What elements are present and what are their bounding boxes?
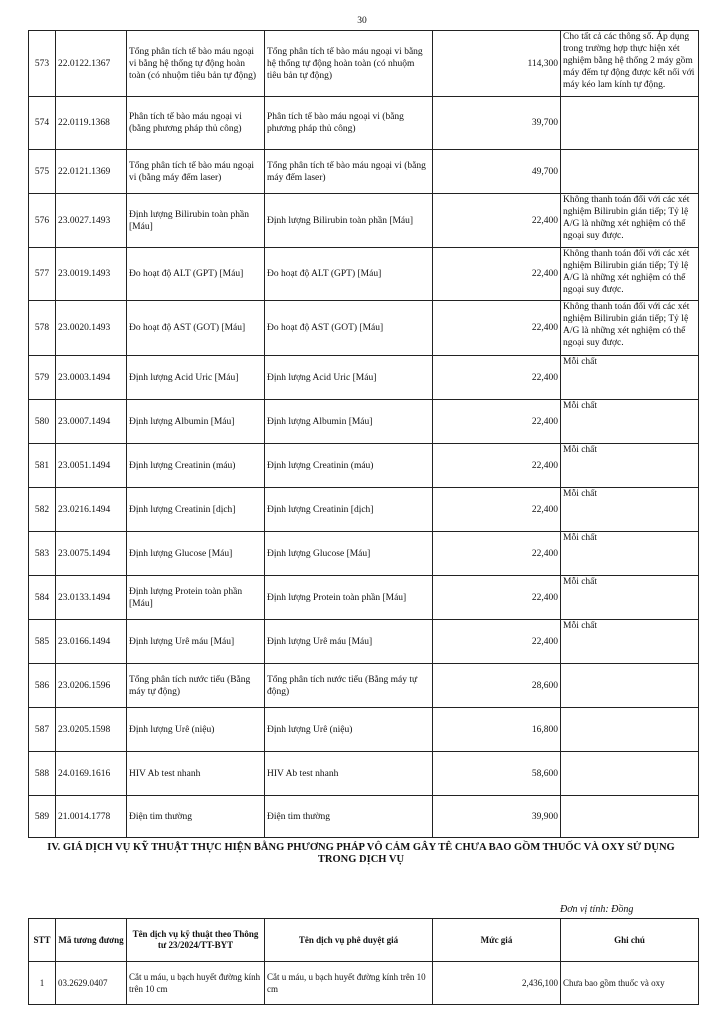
header-code: Mã tương đương	[56, 919, 127, 962]
cell-name-tt: Tổng phân tích tế bào máu ngoại vi (bằng máy đếm laser)	[127, 150, 265, 194]
cell-name-tt: Định lượng Glucose [Máu]	[127, 532, 265, 576]
cell-note: Không thanh toán đối với các xét nghiệm Bilirubin gián tiếp; Tỷ lệ A/G là những xét nghiệm có thể ngoại suy được.	[561, 248, 699, 301]
cell-name-approved: Định lượng Bilirubin toàn phần [Máu]	[265, 194, 433, 248]
header-note: Ghi chú	[561, 919, 699, 962]
cell-code: 23.0007.1494	[56, 400, 127, 444]
cell-code: 23.0166.1494	[56, 620, 127, 664]
cell-stt: 1	[29, 962, 56, 1005]
cell-name-approved: Định lượng Acid Uric [Máu]	[265, 356, 433, 400]
cell-name-tt: Đo hoạt độ AST (GOT) [Máu]	[127, 301, 265, 356]
cell-note: Mỗi chất	[561, 488, 699, 532]
cell-name-approved: Định lượng Albumin [Máu]	[265, 400, 433, 444]
cell-code: 23.0020.1493	[56, 301, 127, 356]
table-row	[29, 796, 699, 838]
table-header-row	[29, 919, 699, 962]
cell-note: Mỗi chất	[561, 400, 699, 444]
cell-stt: 573	[29, 31, 56, 97]
cell-name-tt: Định lượng Bilirubin toàn phần [Máu]	[127, 194, 265, 248]
cell-price: 22,400	[433, 576, 561, 620]
cell-name-approved: Tổng phân tích nước tiểu (Bằng máy tự động)	[265, 664, 433, 708]
cell-price: 2,436,100	[433, 962, 561, 1005]
cell-price: 49,700	[433, 150, 561, 194]
cell-code: 24.0169.1616	[56, 752, 127, 796]
table-row	[29, 532, 699, 576]
cell-name-tt: Tổng phân tích tế bào máu ngoại vi bằng hệ thống tự động hoàn toàn (có nhuộm tiêu bản tự động)	[127, 31, 265, 97]
cell-price: 58,600	[433, 752, 561, 796]
cell-name-tt: Điện tim thường	[127, 796, 265, 838]
cell-name-approved: HIV Ab test nhanh	[265, 752, 433, 796]
section-title-line1: IV. GIÁ DỊCH VỤ KỸ THUẬT THỰC HIỆN BẰNG PHƯƠNG PHÁP VÔ CẢM GÂY TÊ CHƯA BAO GỒM THUỐC VÀ OXY SỬ DỤNG	[47, 842, 675, 853]
cell-note: Mỗi chất	[561, 620, 699, 664]
cell-name-tt: Định lượng Urê (niệu)	[127, 708, 265, 752]
table-row	[29, 752, 699, 796]
cell-code: 23.0027.1493	[56, 194, 127, 248]
cell-name-approved: Phân tích tế bào máu ngoại vi (bằng phương pháp thủ công)	[265, 97, 433, 150]
cell-name-tt: Định lượng Acid Uric [Máu]	[127, 356, 265, 400]
cell-note: Mỗi chất	[561, 444, 699, 488]
cell-name-tt: HIV Ab test nhanh	[127, 752, 265, 796]
cell-note	[561, 150, 699, 194]
cell-price: 22,400	[433, 356, 561, 400]
table-row	[29, 356, 699, 400]
cell-price: 22,400	[433, 194, 561, 248]
table-row	[29, 620, 699, 664]
section-title	[36, 842, 686, 866]
cell-note: Mỗi chất	[561, 532, 699, 576]
cell-note: Mỗi chất	[561, 576, 699, 620]
cell-price: 22,400	[433, 488, 561, 532]
table-row	[29, 962, 699, 1005]
cell-stt: 575	[29, 150, 56, 194]
table-row	[29, 708, 699, 752]
table-row	[29, 97, 699, 150]
cell-note	[561, 708, 699, 752]
cell-price: 22,400	[433, 532, 561, 576]
cell-note: Chưa bao gồm thuốc và oxy	[561, 962, 699, 1005]
cell-code: 03.2629.0407	[56, 962, 127, 1005]
table-row	[29, 248, 699, 301]
cell-price: 22,400	[433, 248, 561, 301]
cell-note: Không thanh toán đối với các xét nghiệm Bilirubin gián tiếp; Tỷ lệ A/G là những xét nghiệm có thể ngoại suy được.	[561, 194, 699, 248]
cell-name-tt: Định lượng Urê máu [Máu]	[127, 620, 265, 664]
cell-note	[561, 97, 699, 150]
cell-name-approved: Điện tim thường	[265, 796, 433, 838]
cell-stt: 576	[29, 194, 56, 248]
cell-stt: 579	[29, 356, 56, 400]
cell-name-tt: Định lượng Protein toàn phần [Máu]	[127, 576, 265, 620]
header-stt: STT	[29, 919, 56, 962]
cell-name-tt: Cắt u máu, u bạch huyết đường kính trên 10 cm	[127, 962, 265, 1005]
cell-code: 23.0206.1596	[56, 664, 127, 708]
cell-name-approved: Tổng phân tích tế bào máu ngoại vi (bằng máy đếm laser)	[265, 150, 433, 194]
cell-name-approved: Định lượng Urê máu [Máu]	[265, 620, 433, 664]
cell-name-approved: Định lượng Glucose [Máu]	[265, 532, 433, 576]
cell-stt: 580	[29, 400, 56, 444]
cell-code: 22.0122.1367	[56, 31, 127, 97]
table-row	[29, 301, 699, 356]
cell-name-approved: Định lượng Protein toàn phần [Máu]	[265, 576, 433, 620]
cell-name-tt: Định lượng Creatinin (máu)	[127, 444, 265, 488]
table-row	[29, 576, 699, 620]
cell-code: 23.0075.1494	[56, 532, 127, 576]
cell-stt: 584	[29, 576, 56, 620]
table-row	[29, 400, 699, 444]
cell-note	[561, 796, 699, 838]
table-row	[29, 194, 699, 248]
cell-note: Mỗi chất	[561, 356, 699, 400]
cell-name-approved: Tổng phân tích tế bào máu ngoại vi bằng hệ thống tự động hoàn toàn (có nhuộm tiêu bản tự động)	[265, 31, 433, 97]
cell-stt: 581	[29, 444, 56, 488]
cell-price: 22,400	[433, 444, 561, 488]
table-row	[29, 664, 699, 708]
cell-code: 23.0003.1494	[56, 356, 127, 400]
cell-note: Cho tất cả các thông số. Áp dụng trong trường hợp thực hiện xét nghiệm bằng hệ thống 2 máy gồm máy đếm tự động được kết nối với máy kéo lam kính tự động.	[561, 31, 699, 97]
cell-code: 23.0133.1494	[56, 576, 127, 620]
header-price: Mức giá	[433, 919, 561, 962]
cell-code: 23.0205.1598	[56, 708, 127, 752]
cell-price: 22,400	[433, 620, 561, 664]
cell-code: 21.0014.1778	[56, 796, 127, 838]
table-row	[29, 488, 699, 532]
cell-stt: 582	[29, 488, 56, 532]
cell-name-tt: Định lượng Creatinin [dịch]	[127, 488, 265, 532]
header-name-tt: Tên dịch vụ kỹ thuật theo Thông tư 23/2024/TT-BYT	[127, 919, 265, 962]
cell-price: 22,400	[433, 400, 561, 444]
section-title-line2: TRONG DỊCH VỤ	[317, 854, 405, 865]
cell-name-tt: Đo hoạt độ ALT (GPT) [Máu]	[127, 248, 265, 301]
cell-name-tt: Tổng phân tích nước tiểu (Bằng máy tự động)	[127, 664, 265, 708]
cell-name-approved: Cắt u máu, u bạch huyết đường kính trên 10 cm	[265, 962, 433, 1005]
cell-stt: 578	[29, 301, 56, 356]
cell-name-approved: Định lượng Creatinin [dịch]	[265, 488, 433, 532]
cell-code: 23.0019.1493	[56, 248, 127, 301]
cell-price: 114,300	[433, 31, 561, 97]
cell-code: 22.0119.1368	[56, 97, 127, 150]
cell-code: 23.0216.1494	[56, 488, 127, 532]
cell-note	[561, 664, 699, 708]
cell-stt: 574	[29, 97, 56, 150]
cell-name-tt: Phân tích tế bào máu ngoại vi (bằng phương pháp thủ công)	[127, 97, 265, 150]
cell-code: 23.0051.1494	[56, 444, 127, 488]
cell-stt: 585	[29, 620, 56, 664]
cell-note	[561, 752, 699, 796]
table-row	[29, 444, 699, 488]
unit-label: Đơn vị tính: Đồng	[560, 904, 634, 915]
cell-code: 22.0121.1369	[56, 150, 127, 194]
cell-price: 22,400	[433, 301, 561, 356]
header-name-approved: Tên dịch vụ phê duyệt giá	[265, 919, 433, 962]
cell-note: Không thanh toán đối với các xét nghiệm Bilirubin gián tiếp; Tỷ lệ A/G là những xét nghiệm có thể ngoại suy được.	[561, 301, 699, 356]
table-row	[29, 150, 699, 194]
price-table	[28, 30, 699, 838]
cell-stt: 586	[29, 664, 56, 708]
cell-name-tt: Định lượng Albumin [Máu]	[127, 400, 265, 444]
page-number: 30	[357, 16, 367, 26]
cell-name-approved: Đo hoạt độ AST (GOT) [Máu]	[265, 301, 433, 356]
table-row	[29, 31, 699, 97]
cell-stt: 589	[29, 796, 56, 838]
cell-price: 39,700	[433, 97, 561, 150]
cell-price: 28,600	[433, 664, 561, 708]
cell-name-approved: Đo hoạt độ ALT (GPT) [Máu]	[265, 248, 433, 301]
cell-name-approved: Định lượng Creatinin (máu)	[265, 444, 433, 488]
cell-stt: 577	[29, 248, 56, 301]
cell-price: 16,800	[433, 708, 561, 752]
cell-stt: 588	[29, 752, 56, 796]
section-iv-table	[28, 918, 699, 1005]
cell-price: 39,900	[433, 796, 561, 838]
cell-stt: 587	[29, 708, 56, 752]
cell-stt: 583	[29, 532, 56, 576]
cell-name-approved: Định lượng Urê (niệu)	[265, 708, 433, 752]
